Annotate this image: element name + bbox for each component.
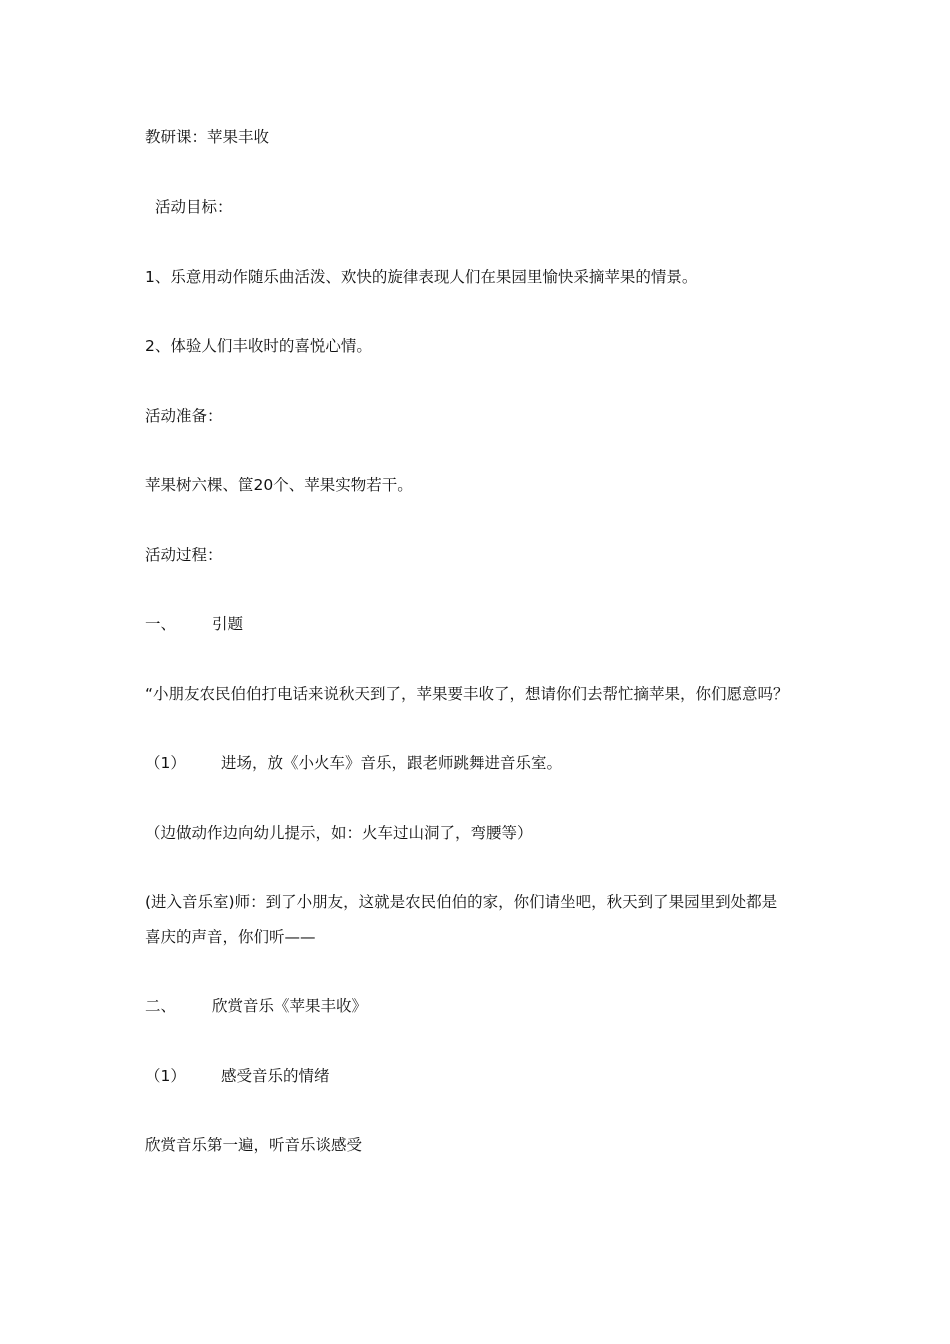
section-2-number: 二、 (145, 997, 177, 1015)
goal-item-2: 2、体验人们丰收时的喜悦心情。 (145, 337, 372, 355)
section-1-number: 一、 (145, 615, 177, 633)
step-1a-text: 进场，放《小火车》音乐，跟老师跳舞进音乐室。 (221, 754, 563, 772)
goal-heading: 活动目标： (155, 198, 233, 216)
section-1-title: 引题 (212, 615, 244, 633)
section-2-title: 欣赏音乐《苹果丰收》 (212, 997, 368, 1015)
step-1a-number: （1） (145, 754, 186, 772)
process-heading: 活动过程： (145, 546, 223, 564)
document-title: 教研课：苹果丰收 (145, 128, 270, 146)
step-2a-text: 感受音乐的情绪 (221, 1067, 330, 1085)
prep-heading: 活动准备： (145, 407, 223, 425)
prep-text: 苹果树六棵、筐20个、苹果实物若干。 (145, 476, 413, 494)
intro-quote: “小朋友农民伯伯打电话来说秋天到了，苹果要丰收了，想请你们去帮忙摘苹果，你们愿意吗？ (145, 685, 789, 703)
teacher-line-1: (进入音乐室)师：到了小朋友，这就是农民伯伯的家，你们请坐吧，秋天到了果园里到处都是 (145, 893, 778, 911)
goal-item-1: 1、乐意用动作随乐曲活泼、欢快的旋律表现人们在果园里愉快采摘苹果的情景。 (145, 268, 698, 286)
step-2a-description: 欣赏音乐第一遍，听音乐谈感受 (145, 1136, 363, 1154)
step-2a-number: （1） (145, 1067, 186, 1085)
teacher-line-2: 喜庆的声音，你们听—— (145, 928, 316, 946)
step-1a-note: （边做动作边向幼儿提示，如：火车过山洞了，弯腰等） (145, 824, 533, 842)
